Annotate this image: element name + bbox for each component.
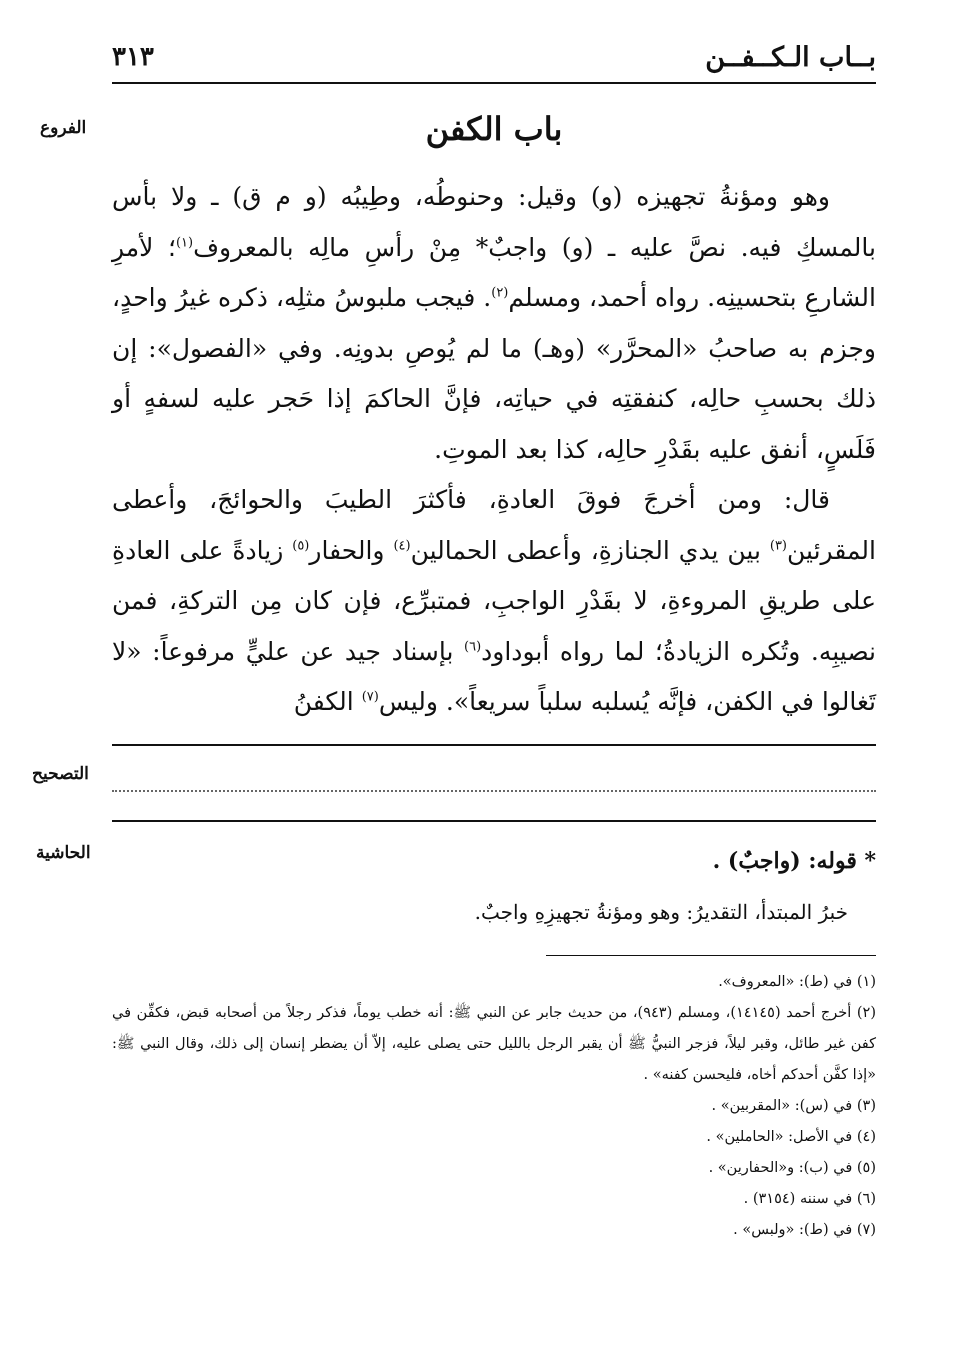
- page-number: ٣١٣: [112, 42, 154, 72]
- footnote-7: [112, 1215, 876, 1246]
- footnote-ref-1: (١): [175, 235, 194, 251]
- footnote-text: في (ط): «المعروف».: [718, 974, 853, 990]
- p2-seg-4: زيادةً على العادةِ على طريقِ المروءةِ، لا بقَدْرِ الواجبِ، فمتبرِّع، فإن كان مِن التركةِ، فمن نصيبِه. وتُكره الزيادةُ؛ لما رواه أبوداود: [112, 535, 876, 666]
- footnote-number: (٢): [856, 1005, 877, 1021]
- footnote-6: [112, 1184, 876, 1215]
- footnote-text: أخرج أحمد (١٤١٤٥)، ومسلم (٩٤٣)، من حديث جابر عن النبي ﷺ: أنه خطب يوماً، فذكر رجلاً من أصحابه قبض، فكفِّن في كفن غير طائل، وقبر ليلاً، فزجر النبيُّ ﷺ أن يقبر الرجل بالليل حتى يصلى عليه، إلاّ أن يضطر إنسان إلى ذلك، وقال النبي ﷺ: «إذا كفَّن أحدكم أخاه، فليحسن كفنه» .: [112, 1005, 876, 1083]
- p2-seg-5: بإسناد جيد عن عليٍّ مرفوعاً: «لا تَغالوا في الكفن، فإنَّه يُسلبه سلباً سريعاً». وليس: [112, 636, 876, 716]
- paragraph-2: [112, 475, 876, 728]
- tashih-dotted-line: [112, 790, 876, 792]
- footnote-ref-6: (٦): [464, 639, 482, 655]
- footnote-text: في (ط): «ولبس» .: [733, 1222, 853, 1238]
- p1-seg-3: . فيجب ملبوسُ مثلِه، ذكره غيرُ واحدٍ، وجزم به صاحبُ «المحرَّر» (وهـ) ما لم يُوصِ بدونِه. وفي «الفصول»: إن ذلك بحسبِ حالِه، كنفقتِه في حياتِه، فإنَّ الحاكمَ إذا حَجر عليه لسفهٍ أو فَلَسٍ، أنفق عليه بقَدْرِ حالِه، كذا بعد الموتِ.: [112, 283, 876, 464]
- footnote-text: في (س): «المقربين» .: [711, 1098, 853, 1114]
- header-rule: [112, 82, 876, 84]
- p2-seg-6: الكفنُ: [293, 687, 362, 716]
- footnote-text: في الأصل: «الحاملين» .: [706, 1129, 853, 1145]
- p2-seg-3: والحفار: [309, 535, 394, 565]
- footnotes: [112, 967, 876, 1246]
- hashiya-top-rule: [112, 820, 876, 822]
- footnote-number: (١): [856, 974, 876, 990]
- footnote-text: في (ب): و«الحفارين» .: [708, 1160, 853, 1176]
- footnote-number: (٧): [856, 1222, 876, 1238]
- footnote-ref-5: (٥): [292, 538, 310, 554]
- footnote-1: [112, 967, 876, 998]
- p2-seg-2: بين يدي الجنازةِ، وأعطى الحمالين: [410, 535, 770, 565]
- footnote-number: (٣): [856, 1098, 876, 1114]
- side-label-tashih: التصحيح: [32, 764, 89, 784]
- running-title: بــاب الـكــفــن: [705, 42, 876, 73]
- footnote-ref-4: (٤): [393, 538, 411, 554]
- footnote-3: [112, 1091, 876, 1122]
- p1-seg-2: ؛ لأمرِ الشارعِ بتحسينِه. رواه أحمد، ومسلم: [112, 232, 876, 312]
- footnote-separator: [546, 955, 876, 956]
- p1-seg-1: وهو ومؤنةُ تجهيزه (و) وقيل: وحنوطُه، وطِيبُه (و م ق) ـ ولا بأس بالمسكِ فيه. نصَّ عليه ـ (و) واجبٌ* مِنْ رأسِ مالِه بالمعروف: [112, 182, 876, 262]
- chapter-title: باب الكفن: [425, 110, 563, 148]
- footnote-ref-7: (٧): [361, 689, 379, 705]
- text-bottom-rule: [112, 744, 876, 746]
- side-label-hashiya: الحاشية: [36, 843, 91, 863]
- footnote-ref-3: (٣): [769, 538, 787, 554]
- side-label-furu: الفروع: [40, 118, 87, 138]
- footnote-ref-2: (٢): [491, 285, 509, 301]
- footnote-number: (٤): [856, 1129, 876, 1145]
- p2-seg-1: قال: ومن أخرجَ فوقَ العادةِ، فأكثرَ الطيبَ والحوائجَ، وأعطى المقرئين: [112, 485, 876, 565]
- footnote-2: [112, 998, 876, 1091]
- footnote-text: في سننه (٣١٥٤) .: [743, 1191, 853, 1207]
- footnote-5: [112, 1153, 876, 1184]
- hashiya-heading: * قوله: (واجبٌ) .: [712, 848, 876, 874]
- footnote-number: (٦): [856, 1191, 876, 1207]
- running-header: [112, 40, 876, 80]
- footnote-number: (٥): [856, 1160, 876, 1176]
- paragraph-1: [112, 172, 876, 475]
- hashiya-text: خبرُ المبتدأ، التقديرُ: وهو ومؤنةُ تجهيزِهِ واجبٌ.: [474, 900, 848, 924]
- main-text: [112, 172, 876, 728]
- footnote-4: [112, 1122, 876, 1153]
